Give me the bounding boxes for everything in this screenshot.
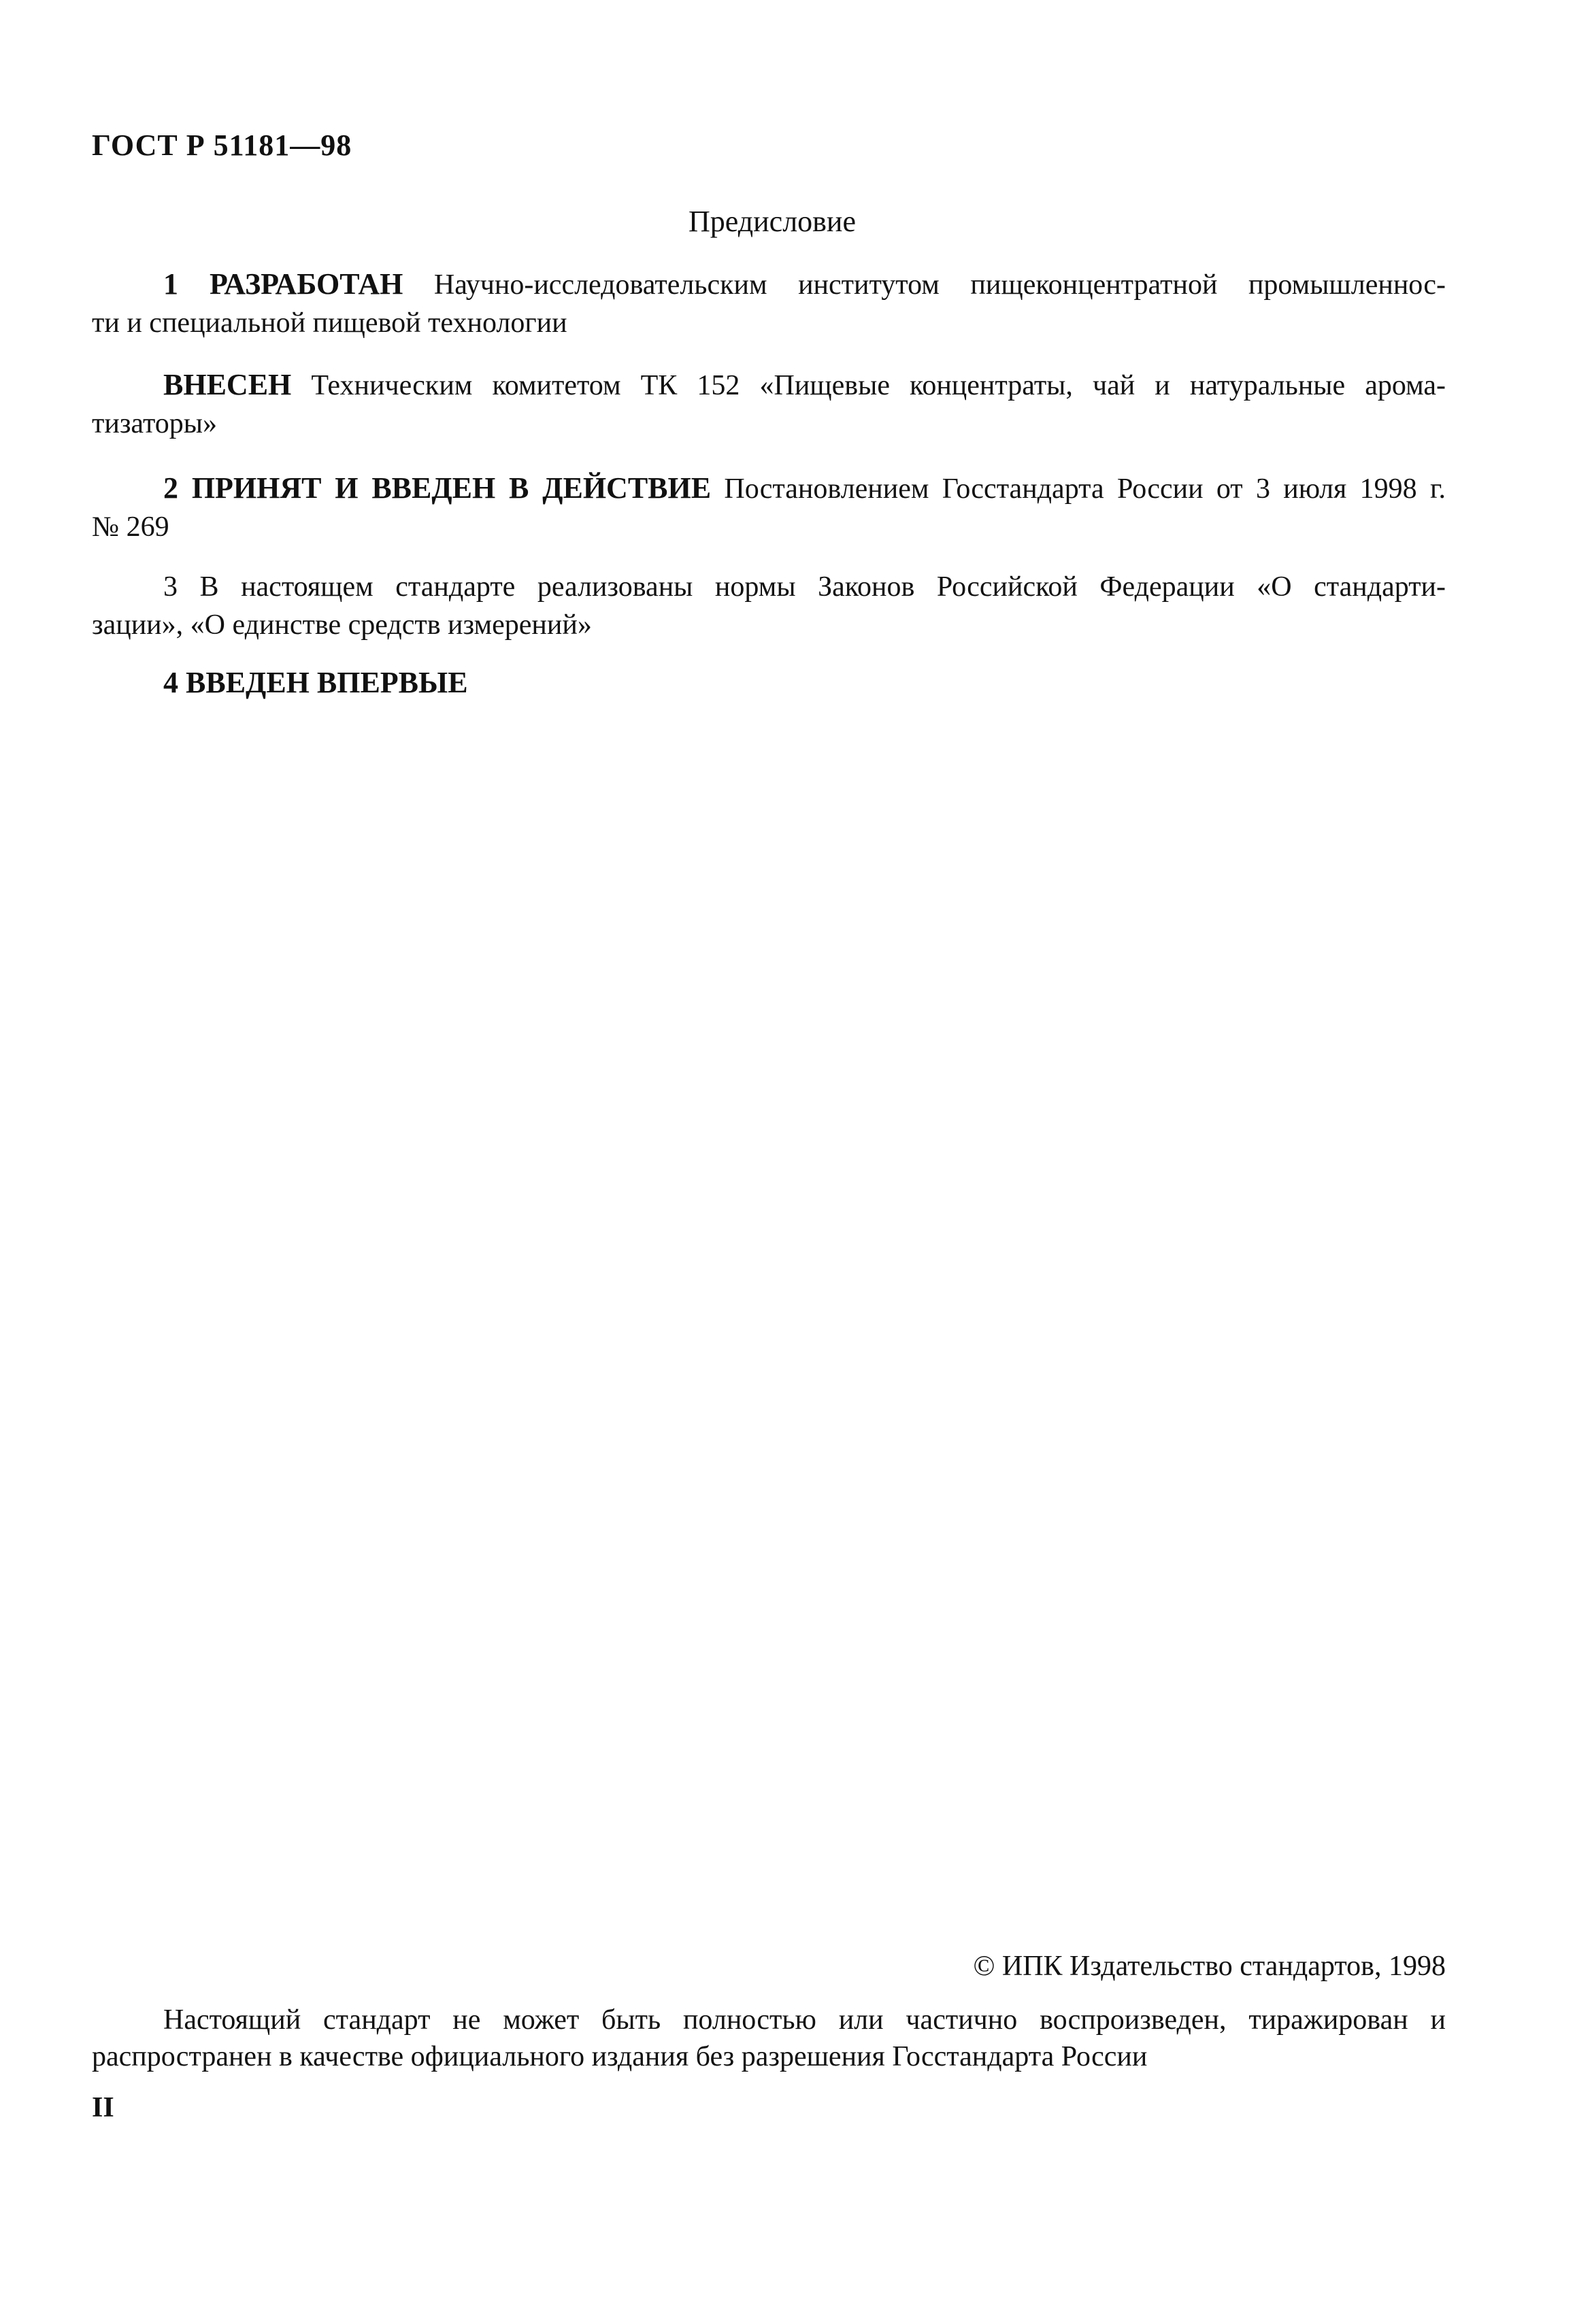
foreword-item-lead: 4 ВВЕДЕН ВПЕРВЫЕ — [163, 666, 468, 699]
foreword-item-developed — [92, 265, 1446, 342]
foreword-item-line — [92, 469, 1446, 508]
foreword-item-text: Техническим комитетом ТК 152 «Пищевые концентраты, чай и натуральные арома- — [311, 370, 1446, 401]
foreword-item-adopted — [92, 469, 1446, 546]
foreword-item-text: № 269 — [92, 511, 169, 543]
foreword-item-text: Научно-исследовательским институтом пищеконцентратной промышленнос- — [433, 269, 1446, 301]
reproduction-notice — [92, 2002, 1446, 2075]
foreword-item-lead: 1 РАЗРАБОТАН — [163, 267, 403, 301]
foreword-item-line — [92, 265, 1446, 304]
foreword-item-introduced — [92, 664, 1446, 703]
foreword-title: Предисловие — [689, 205, 856, 238]
reproduction-notice-line: Настоящий стандарт не может быть полностью или частично воспроизведен, тиражирован и — [163, 2004, 1446, 2036]
foreword-item-lead: 2 ПРИНЯТ И ВВЕДЕН В ДЕЙСТВИЕ — [163, 471, 712, 505]
foreword-item-line — [92, 664, 1446, 703]
foreword-item-text: зации», «О единстве средств измерений» — [92, 609, 592, 641]
foreword-item-line — [92, 568, 1446, 606]
foreword-item-lead: 3 — [163, 571, 178, 603]
foreword-item-laws — [92, 568, 1446, 644]
foreword-item-text: ти и специальной пищевой технологии — [92, 307, 567, 339]
foreword-item-line — [92, 366, 1446, 405]
foreword-item-text: В настоящем стандарте реализованы нормы Законов Российской Федерации «О стандарти- — [199, 571, 1446, 603]
foreword-item-lead: ВНЕСЕН — [163, 368, 292, 401]
document-code: ГОСТ Р 51181—98 — [92, 129, 352, 162]
foreword-item-text: Постановлением Госстандарта России от 3 июля 1998 г. — [724, 473, 1446, 505]
page-number: II — [92, 2092, 114, 2123]
foreword-item-submitted — [92, 366, 1446, 443]
copyright-notice: © ИПК Издательство стандартов, 1998 — [973, 1951, 1446, 1982]
reproduction-notice-line: распространен в качестве официального издания без разрешения Госстандарта России — [92, 2041, 1148, 2072]
foreword-item-text: тизаторы» — [92, 408, 217, 439]
